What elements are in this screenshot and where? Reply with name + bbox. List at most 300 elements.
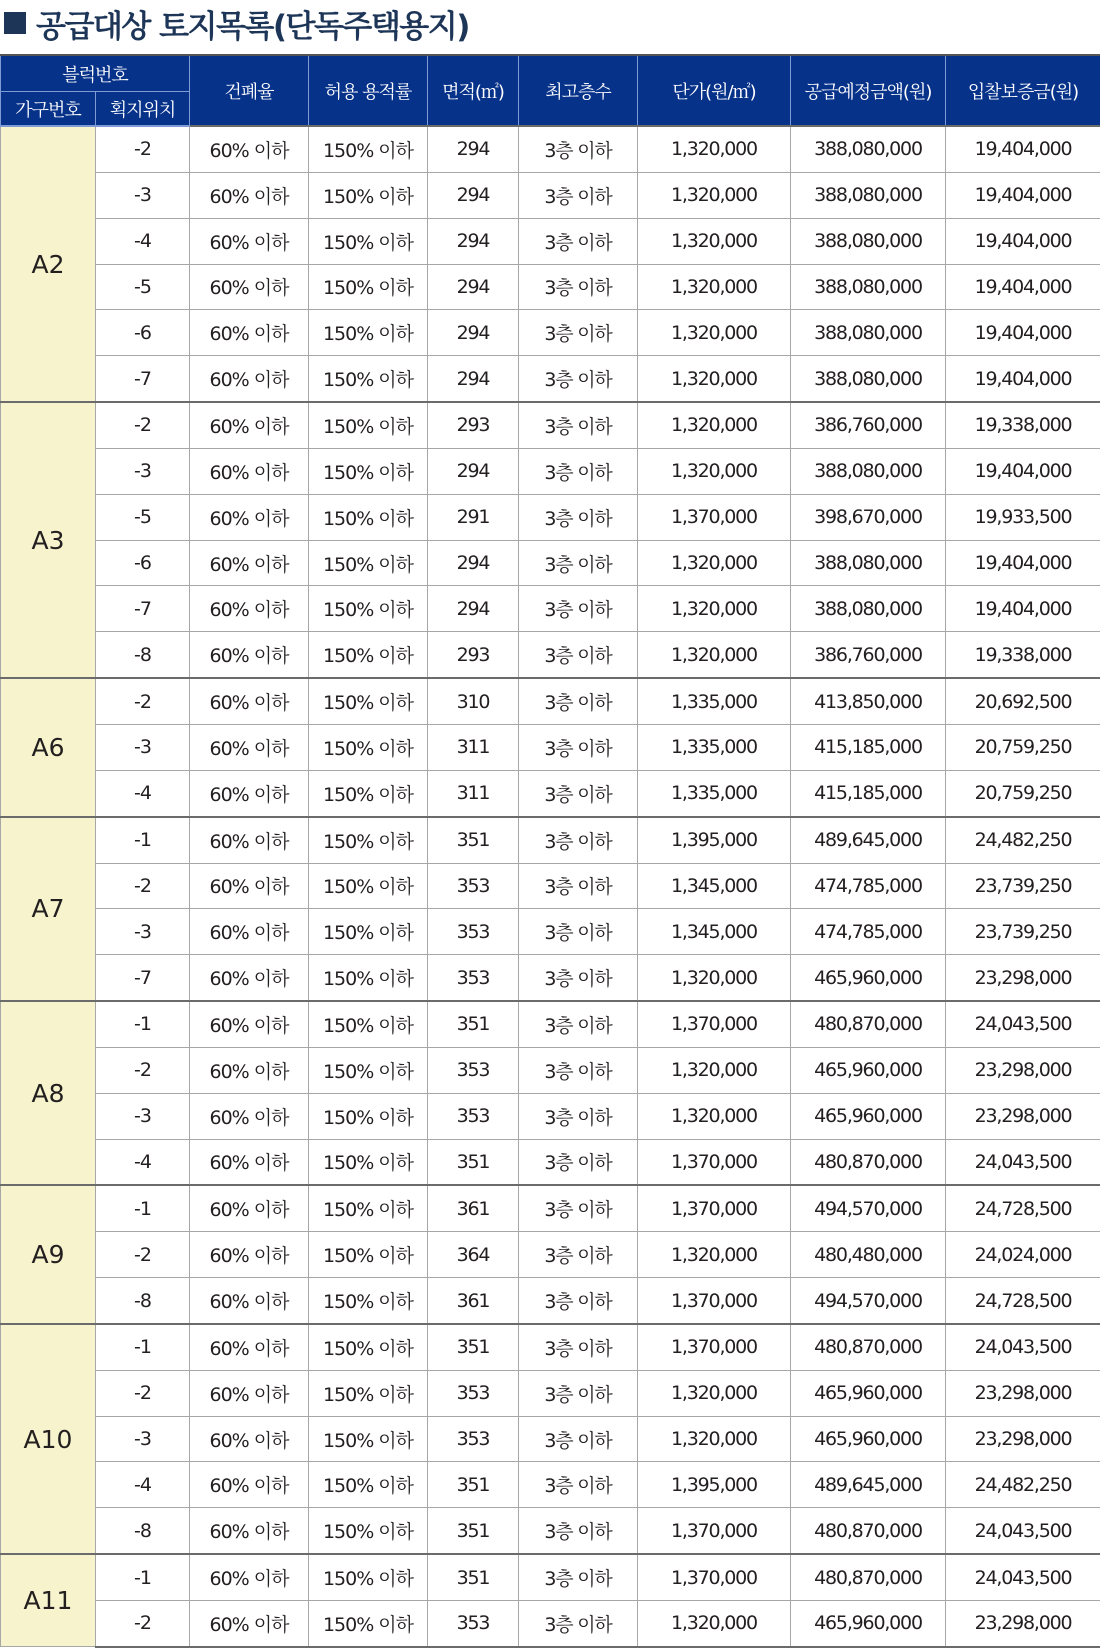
unit-price-cell: 1,320,000 bbox=[638, 264, 791, 310]
table-row bbox=[1, 448, 1100, 494]
coverage-ratio-cell: 60% 이하 bbox=[190, 1508, 309, 1554]
bid-deposit-cell: 19,338,000 bbox=[946, 632, 1100, 678]
unit-price-cell: 1,335,000 bbox=[638, 678, 791, 724]
coverage-ratio-cell: 60% 이하 bbox=[190, 310, 309, 356]
supply-price-cell: 480,870,000 bbox=[791, 1001, 946, 1047]
header-supply-price: 공급예정금액(원) bbox=[791, 55, 946, 126]
block-id-cell: A10 bbox=[1, 1324, 96, 1554]
bid-deposit-cell: 23,298,000 bbox=[946, 1047, 1100, 1093]
bid-deposit-cell: 24,728,500 bbox=[946, 1185, 1100, 1231]
area-cell: 310 bbox=[428, 678, 519, 724]
floor-area-ratio-cell: 150% 이하 bbox=[309, 955, 428, 1001]
bid-deposit-cell: 24,728,500 bbox=[946, 1278, 1100, 1324]
unit-price-cell: 1,320,000 bbox=[638, 172, 791, 218]
bid-deposit-cell: 23,298,000 bbox=[946, 1416, 1100, 1462]
floor-area-ratio-cell: 150% 이하 bbox=[309, 586, 428, 632]
floor-area-ratio-cell: 150% 이하 bbox=[309, 264, 428, 310]
coverage-ratio-cell: 60% 이하 bbox=[190, 1139, 309, 1185]
coverage-ratio-cell: 60% 이하 bbox=[190, 494, 309, 540]
max-floors-cell: 3층 이하 bbox=[519, 586, 638, 632]
coverage-ratio-cell: 60% 이하 bbox=[190, 817, 309, 863]
table-row bbox=[1, 1139, 1100, 1185]
table-row bbox=[1, 817, 1100, 863]
supply-price-cell: 480,870,000 bbox=[791, 1139, 946, 1185]
header-area: 면적(㎡) bbox=[428, 55, 519, 126]
table-row bbox=[1, 632, 1100, 678]
floor-area-ratio-cell: 150% 이하 bbox=[309, 310, 428, 356]
lot-position-cell: -6 bbox=[96, 310, 190, 356]
area-cell: 351 bbox=[428, 1462, 519, 1508]
unit-price-cell: 1,320,000 bbox=[638, 1370, 791, 1416]
lot-position-cell: -8 bbox=[96, 1278, 190, 1324]
area-cell: 353 bbox=[428, 863, 519, 909]
lot-position-cell: -2 bbox=[96, 1047, 190, 1093]
table-row bbox=[1, 402, 1100, 448]
table-row bbox=[1, 1601, 1100, 1647]
table-row bbox=[1, 1278, 1100, 1324]
table-row bbox=[1, 1370, 1100, 1416]
area-cell: 353 bbox=[428, 1416, 519, 1462]
header-coverage-ratio: 건폐율 bbox=[190, 55, 309, 126]
floor-area-ratio-cell: 150% 이하 bbox=[309, 494, 428, 540]
coverage-ratio-cell: 60% 이하 bbox=[190, 678, 309, 724]
max-floors-cell: 3층 이하 bbox=[519, 402, 638, 448]
lot-position-cell: -4 bbox=[96, 218, 190, 264]
area-cell: 361 bbox=[428, 1278, 519, 1324]
table-row bbox=[1, 494, 1100, 540]
bid-deposit-cell: 19,404,000 bbox=[946, 586, 1100, 632]
area-cell: 294 bbox=[428, 264, 519, 310]
unit-price-cell: 1,320,000 bbox=[638, 1047, 791, 1093]
bid-deposit-cell: 20,759,250 bbox=[946, 770, 1100, 816]
unit-price-cell: 1,370,000 bbox=[638, 1324, 791, 1370]
lot-position-cell: -3 bbox=[96, 909, 190, 955]
coverage-ratio-cell: 60% 이하 bbox=[190, 770, 309, 816]
lot-position-cell: -5 bbox=[96, 264, 190, 310]
supply-price-cell: 480,870,000 bbox=[791, 1324, 946, 1370]
coverage-ratio-cell: 60% 이하 bbox=[190, 264, 309, 310]
block-id-cell: A9 bbox=[1, 1185, 96, 1324]
bid-deposit-cell: 24,482,250 bbox=[946, 817, 1100, 863]
lot-position-cell: -2 bbox=[96, 1232, 190, 1278]
lot-position-cell: -2 bbox=[96, 678, 190, 724]
table-row bbox=[1, 172, 1100, 218]
table-row bbox=[1, 1001, 1100, 1047]
unit-price-cell: 1,320,000 bbox=[638, 356, 791, 402]
lot-position-cell: -4 bbox=[96, 770, 190, 816]
lot-position-cell: -4 bbox=[96, 1139, 190, 1185]
unit-price-cell: 1,320,000 bbox=[638, 1601, 791, 1647]
bid-deposit-cell: 23,739,250 bbox=[946, 863, 1100, 909]
unit-price-cell: 1,320,000 bbox=[638, 218, 791, 264]
floor-area-ratio-cell: 150% 이하 bbox=[309, 678, 428, 724]
unit-price-cell: 1,345,000 bbox=[638, 909, 791, 955]
supply-price-cell: 388,080,000 bbox=[791, 540, 946, 586]
max-floors-cell: 3층 이하 bbox=[519, 448, 638, 494]
bid-deposit-cell: 19,933,500 bbox=[946, 494, 1100, 540]
area-cell: 353 bbox=[428, 1047, 519, 1093]
bid-deposit-cell: 19,404,000 bbox=[946, 218, 1100, 264]
supply-price-cell: 388,080,000 bbox=[791, 126, 946, 172]
table-header bbox=[1, 55, 1100, 126]
coverage-ratio-cell: 60% 이하 bbox=[190, 1093, 309, 1139]
supply-price-cell: 480,870,000 bbox=[791, 1508, 946, 1554]
supply-price-cell: 480,870,000 bbox=[791, 1554, 946, 1600]
coverage-ratio-cell: 60% 이하 bbox=[190, 356, 309, 402]
supply-price-cell: 465,960,000 bbox=[791, 1416, 946, 1462]
coverage-ratio-cell: 60% 이하 bbox=[190, 1324, 309, 1370]
area-cell: 294 bbox=[428, 586, 519, 632]
coverage-ratio-cell: 60% 이하 bbox=[190, 955, 309, 1001]
bid-deposit-cell: 24,024,000 bbox=[946, 1232, 1100, 1278]
floor-area-ratio-cell: 150% 이하 bbox=[309, 1093, 428, 1139]
supply-price-cell: 480,480,000 bbox=[791, 1232, 946, 1278]
bid-deposit-cell: 19,404,000 bbox=[946, 172, 1100, 218]
table-row bbox=[1, 264, 1100, 310]
floor-area-ratio-cell: 150% 이하 bbox=[309, 356, 428, 402]
coverage-ratio-cell: 60% 이하 bbox=[190, 1278, 309, 1324]
block-id-cell: A8 bbox=[1, 1001, 96, 1185]
table-row bbox=[1, 1047, 1100, 1093]
max-floors-cell: 3층 이하 bbox=[519, 724, 638, 770]
unit-price-cell: 1,370,000 bbox=[638, 1508, 791, 1554]
lot-position-cell: -8 bbox=[96, 632, 190, 678]
square-bullet-icon bbox=[4, 12, 26, 34]
unit-price-cell: 1,395,000 bbox=[638, 1462, 791, 1508]
lot-position-cell: -7 bbox=[96, 586, 190, 632]
floor-area-ratio-cell: 150% 이하 bbox=[309, 724, 428, 770]
max-floors-cell: 3층 이하 bbox=[519, 770, 638, 816]
max-floors-cell: 3층 이하 bbox=[519, 218, 638, 264]
coverage-ratio-cell: 60% 이하 bbox=[190, 1047, 309, 1093]
table-row bbox=[1, 1093, 1100, 1139]
coverage-ratio-cell: 60% 이하 bbox=[190, 1185, 309, 1231]
max-floors-cell: 3층 이하 bbox=[519, 1462, 638, 1508]
floor-area-ratio-cell: 150% 이하 bbox=[309, 909, 428, 955]
bid-deposit-cell: 20,692,500 bbox=[946, 678, 1100, 724]
bid-deposit-cell: 24,043,500 bbox=[946, 1324, 1100, 1370]
max-floors-cell: 3층 이하 bbox=[519, 1416, 638, 1462]
floor-area-ratio-cell: 150% 이하 bbox=[309, 1508, 428, 1554]
supply-price-cell: 388,080,000 bbox=[791, 356, 946, 402]
area-cell: 353 bbox=[428, 955, 519, 1001]
lot-position-cell: -2 bbox=[96, 1370, 190, 1416]
area-cell: 351 bbox=[428, 1508, 519, 1554]
max-floors-cell: 3층 이하 bbox=[519, 955, 638, 1001]
table-row bbox=[1, 310, 1100, 356]
area-cell: 353 bbox=[428, 1601, 519, 1647]
supply-price-cell: 415,185,000 bbox=[791, 724, 946, 770]
coverage-ratio-cell: 60% 이하 bbox=[190, 218, 309, 264]
supply-price-cell: 386,760,000 bbox=[791, 632, 946, 678]
coverage-ratio-cell: 60% 이하 bbox=[190, 1601, 309, 1647]
max-floors-cell: 3층 이하 bbox=[519, 126, 638, 172]
max-floors-cell: 3층 이하 bbox=[519, 356, 638, 402]
supply-price-cell: 388,080,000 bbox=[791, 218, 946, 264]
area-cell: 351 bbox=[428, 817, 519, 863]
max-floors-cell: 3층 이하 bbox=[519, 863, 638, 909]
floor-area-ratio-cell: 150% 이하 bbox=[309, 863, 428, 909]
floor-area-ratio-cell: 150% 이하 bbox=[309, 1001, 428, 1047]
supply-price-cell: 465,960,000 bbox=[791, 955, 946, 1001]
supply-price-cell: 465,960,000 bbox=[791, 1047, 946, 1093]
area-cell: 294 bbox=[428, 218, 519, 264]
area-cell: 293 bbox=[428, 632, 519, 678]
max-floors-cell: 3층 이하 bbox=[519, 1093, 638, 1139]
table-row bbox=[1, 586, 1100, 632]
coverage-ratio-cell: 60% 이하 bbox=[190, 1370, 309, 1416]
floor-area-ratio-cell: 150% 이하 bbox=[309, 632, 428, 678]
max-floors-cell: 3층 이하 bbox=[519, 678, 638, 724]
max-floors-cell: 3층 이하 bbox=[519, 264, 638, 310]
area-cell: 351 bbox=[428, 1001, 519, 1047]
unit-price-cell: 1,320,000 bbox=[638, 1232, 791, 1278]
max-floors-cell: 3층 이하 bbox=[519, 310, 638, 356]
max-floors-cell: 3층 이하 bbox=[519, 1370, 638, 1416]
unit-price-cell: 1,320,000 bbox=[638, 402, 791, 448]
table-row bbox=[1, 955, 1100, 1001]
unit-price-cell: 1,335,000 bbox=[638, 724, 791, 770]
floor-area-ratio-cell: 150% 이하 bbox=[309, 1601, 428, 1647]
floor-area-ratio-cell: 150% 이하 bbox=[309, 1232, 428, 1278]
table-row bbox=[1, 540, 1100, 586]
unit-price-cell: 1,320,000 bbox=[638, 632, 791, 678]
supply-price-cell: 489,645,000 bbox=[791, 1462, 946, 1508]
block-id-cell: A7 bbox=[1, 817, 96, 1001]
table-row bbox=[1, 678, 1100, 724]
coverage-ratio-cell: 60% 이하 bbox=[190, 724, 309, 770]
max-floors-cell: 3층 이하 bbox=[519, 1601, 638, 1647]
max-floors-cell: 3층 이하 bbox=[519, 1278, 638, 1324]
table-row bbox=[1, 909, 1100, 955]
table-row bbox=[1, 1462, 1100, 1508]
supply-price-cell: 413,850,000 bbox=[791, 678, 946, 724]
bid-deposit-cell: 23,739,250 bbox=[946, 909, 1100, 955]
lot-position-cell: -7 bbox=[96, 356, 190, 402]
table-row bbox=[1, 1232, 1100, 1278]
area-cell: 351 bbox=[428, 1324, 519, 1370]
max-floors-cell: 3층 이하 bbox=[519, 540, 638, 586]
supply-price-cell: 474,785,000 bbox=[791, 909, 946, 955]
table-row bbox=[1, 126, 1100, 172]
bid-deposit-cell: 24,043,500 bbox=[946, 1554, 1100, 1600]
max-floors-cell: 3층 이하 bbox=[519, 1232, 638, 1278]
header-block-number: 블럭번호 bbox=[1, 55, 190, 92]
floor-area-ratio-cell: 150% 이하 bbox=[309, 172, 428, 218]
area-cell: 311 bbox=[428, 724, 519, 770]
supply-price-cell: 465,960,000 bbox=[791, 1093, 946, 1139]
unit-price-cell: 1,345,000 bbox=[638, 863, 791, 909]
supply-price-cell: 388,080,000 bbox=[791, 264, 946, 310]
supply-price-cell: 388,080,000 bbox=[791, 586, 946, 632]
bid-deposit-cell: 19,404,000 bbox=[946, 126, 1100, 172]
table-row bbox=[1, 770, 1100, 816]
unit-price-cell: 1,370,000 bbox=[638, 1139, 791, 1185]
area-cell: 291 bbox=[428, 494, 519, 540]
unit-price-cell: 1,395,000 bbox=[638, 817, 791, 863]
area-cell: 353 bbox=[428, 909, 519, 955]
header-bid-deposit: 입찰보증금(원) bbox=[946, 55, 1100, 126]
floor-area-ratio-cell: 150% 이하 bbox=[309, 448, 428, 494]
unit-price-cell: 1,370,000 bbox=[638, 1001, 791, 1047]
area-cell: 353 bbox=[428, 1370, 519, 1416]
table-row bbox=[1, 724, 1100, 770]
unit-price-cell: 1,320,000 bbox=[638, 1093, 791, 1139]
max-floors-cell: 3층 이하 bbox=[519, 172, 638, 218]
coverage-ratio-cell: 60% 이하 bbox=[190, 909, 309, 955]
supply-price-cell: 465,960,000 bbox=[791, 1601, 946, 1647]
area-cell: 294 bbox=[428, 540, 519, 586]
supply-price-cell: 388,080,000 bbox=[791, 310, 946, 356]
table-row bbox=[1, 218, 1100, 264]
floor-area-ratio-cell: 150% 이하 bbox=[309, 817, 428, 863]
floor-area-ratio-cell: 150% 이하 bbox=[309, 1185, 428, 1231]
area-cell: 311 bbox=[428, 770, 519, 816]
coverage-ratio-cell: 60% 이하 bbox=[190, 172, 309, 218]
coverage-ratio-cell: 60% 이하 bbox=[190, 126, 309, 172]
bid-deposit-cell: 24,482,250 bbox=[946, 1462, 1100, 1508]
floor-area-ratio-cell: 150% 이하 bbox=[309, 1324, 428, 1370]
supply-price-cell: 415,185,000 bbox=[791, 770, 946, 816]
header-block-id: 가구번호 bbox=[1, 92, 96, 127]
bid-deposit-cell: 19,404,000 bbox=[946, 310, 1100, 356]
max-floors-cell: 3층 이하 bbox=[519, 1324, 638, 1370]
lot-position-cell: -1 bbox=[96, 1554, 190, 1600]
supply-price-cell: 398,670,000 bbox=[791, 494, 946, 540]
floor-area-ratio-cell: 150% 이하 bbox=[309, 402, 428, 448]
lot-position-cell: -1 bbox=[96, 817, 190, 863]
lot-position-cell: -2 bbox=[96, 1601, 190, 1647]
area-cell: 351 bbox=[428, 1139, 519, 1185]
floor-area-ratio-cell: 150% 이하 bbox=[309, 1278, 428, 1324]
supply-price-cell: 388,080,000 bbox=[791, 448, 946, 494]
bid-deposit-cell: 20,759,250 bbox=[946, 724, 1100, 770]
unit-price-cell: 1,370,000 bbox=[638, 1278, 791, 1324]
block-id-cell: A2 bbox=[1, 126, 96, 402]
coverage-ratio-cell: 60% 이하 bbox=[190, 863, 309, 909]
bid-deposit-cell: 24,043,500 bbox=[946, 1508, 1100, 1554]
bid-deposit-cell: 24,043,500 bbox=[946, 1139, 1100, 1185]
bid-deposit-cell: 19,404,000 bbox=[946, 356, 1100, 402]
lot-position-cell: -8 bbox=[96, 1508, 190, 1554]
max-floors-cell: 3층 이하 bbox=[519, 1001, 638, 1047]
area-cell: 293 bbox=[428, 402, 519, 448]
lot-position-cell: -3 bbox=[96, 1093, 190, 1139]
coverage-ratio-cell: 60% 이하 bbox=[190, 632, 309, 678]
page-title bbox=[4, 0, 469, 46]
lot-position-cell: -3 bbox=[96, 448, 190, 494]
block-id-cell: A6 bbox=[1, 678, 96, 817]
supply-price-cell: 494,570,000 bbox=[791, 1185, 946, 1231]
lot-position-cell: -3 bbox=[96, 724, 190, 770]
supply-price-cell: 494,570,000 bbox=[791, 1278, 946, 1324]
floor-area-ratio-cell: 150% 이하 bbox=[309, 1139, 428, 1185]
supply-price-cell: 386,760,000 bbox=[791, 402, 946, 448]
table-row bbox=[1, 1324, 1100, 1370]
supply-price-cell: 474,785,000 bbox=[791, 863, 946, 909]
bid-deposit-cell: 19,404,000 bbox=[946, 540, 1100, 586]
max-floors-cell: 3층 이하 bbox=[519, 632, 638, 678]
area-cell: 351 bbox=[428, 1554, 519, 1600]
max-floors-cell: 3층 이하 bbox=[519, 1554, 638, 1600]
supply-price-cell: 489,645,000 bbox=[791, 817, 946, 863]
lot-position-cell: -3 bbox=[96, 172, 190, 218]
unit-price-cell: 1,320,000 bbox=[638, 126, 791, 172]
lot-position-cell: -1 bbox=[96, 1324, 190, 1370]
lot-position-cell: -5 bbox=[96, 494, 190, 540]
area-cell: 294 bbox=[428, 310, 519, 356]
unit-price-cell: 1,320,000 bbox=[638, 310, 791, 356]
header-unit-price: 단가(원/㎡) bbox=[638, 55, 791, 126]
unit-price-cell: 1,320,000 bbox=[638, 1416, 791, 1462]
max-floors-cell: 3층 이하 bbox=[519, 1508, 638, 1554]
table-row bbox=[1, 1554, 1100, 1600]
bid-deposit-cell: 19,338,000 bbox=[946, 402, 1100, 448]
floor-area-ratio-cell: 150% 이하 bbox=[309, 1047, 428, 1093]
floor-area-ratio-cell: 150% 이하 bbox=[309, 770, 428, 816]
floor-area-ratio-cell: 150% 이하 bbox=[309, 1370, 428, 1416]
area-cell: 361 bbox=[428, 1185, 519, 1231]
max-floors-cell: 3층 이하 bbox=[519, 1185, 638, 1231]
block-id-cell: A11 bbox=[1, 1554, 96, 1647]
lot-position-cell: -3 bbox=[96, 1416, 190, 1462]
header-floor-area-ratio: 허용 용적률 bbox=[309, 55, 428, 126]
land-list-table bbox=[0, 54, 1100, 1648]
lot-position-cell: -1 bbox=[96, 1001, 190, 1047]
lot-position-cell: -7 bbox=[96, 955, 190, 1001]
bid-deposit-cell: 23,298,000 bbox=[946, 1093, 1100, 1139]
coverage-ratio-cell: 60% 이하 bbox=[190, 1554, 309, 1600]
supply-price-cell: 465,960,000 bbox=[791, 1370, 946, 1416]
lot-position-cell: -2 bbox=[96, 863, 190, 909]
table-row bbox=[1, 1185, 1100, 1231]
table-row bbox=[1, 863, 1100, 909]
table-row bbox=[1, 1508, 1100, 1554]
floor-area-ratio-cell: 150% 이하 bbox=[309, 218, 428, 264]
max-floors-cell: 3층 이하 bbox=[519, 1139, 638, 1185]
unit-price-cell: 1,320,000 bbox=[638, 586, 791, 632]
coverage-ratio-cell: 60% 이하 bbox=[190, 448, 309, 494]
lot-position-cell: -4 bbox=[96, 1462, 190, 1508]
lot-position-cell: -6 bbox=[96, 540, 190, 586]
unit-price-cell: 1,370,000 bbox=[638, 1185, 791, 1231]
coverage-ratio-cell: 60% 이하 bbox=[190, 586, 309, 632]
bid-deposit-cell: 19,404,000 bbox=[946, 448, 1100, 494]
lot-position-cell: -2 bbox=[96, 402, 190, 448]
area-cell: 294 bbox=[428, 126, 519, 172]
table-body bbox=[1, 126, 1100, 1647]
unit-price-cell: 1,320,000 bbox=[638, 955, 791, 1001]
max-floors-cell: 3층 이하 bbox=[519, 1047, 638, 1093]
lot-position-cell: -2 bbox=[96, 126, 190, 172]
coverage-ratio-cell: 60% 이하 bbox=[190, 1232, 309, 1278]
coverage-ratio-cell: 60% 이하 bbox=[190, 1462, 309, 1508]
bid-deposit-cell: 23,298,000 bbox=[946, 1601, 1100, 1647]
unit-price-cell: 1,370,000 bbox=[638, 1554, 791, 1600]
unit-price-cell: 1,320,000 bbox=[638, 448, 791, 494]
floor-area-ratio-cell: 150% 이하 bbox=[309, 1462, 428, 1508]
bid-deposit-cell: 24,043,500 bbox=[946, 1001, 1100, 1047]
area-cell: 353 bbox=[428, 1093, 519, 1139]
unit-price-cell: 1,370,000 bbox=[638, 494, 791, 540]
supply-price-cell: 388,080,000 bbox=[791, 172, 946, 218]
area-cell: 294 bbox=[428, 448, 519, 494]
header-max-floors: 최고층수 bbox=[519, 55, 638, 126]
max-floors-cell: 3층 이하 bbox=[519, 817, 638, 863]
area-cell: 294 bbox=[428, 172, 519, 218]
page-title-text: 공급대상 토지목록(단독주택용지) bbox=[36, 1, 469, 46]
max-floors-cell: 3층 이하 bbox=[519, 494, 638, 540]
